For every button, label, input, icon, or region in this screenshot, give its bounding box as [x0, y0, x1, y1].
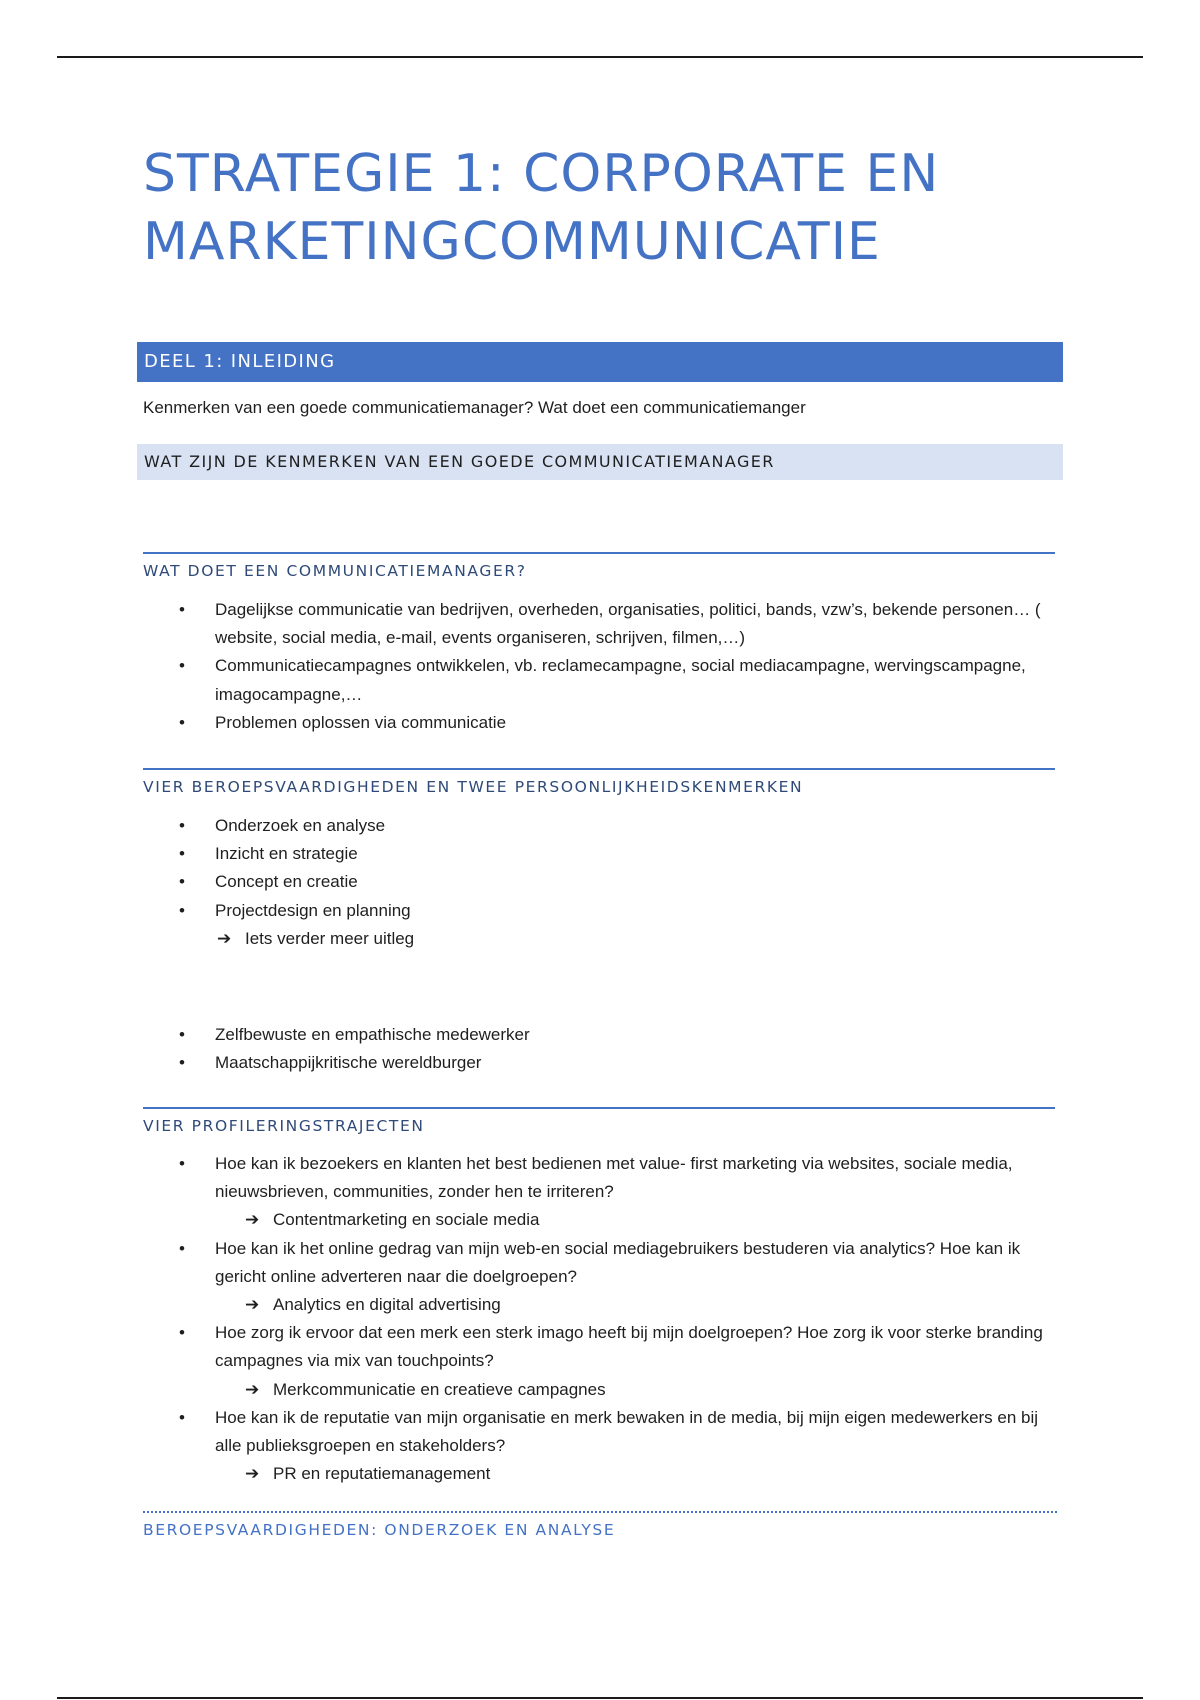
answer-line: ➔ Contentmarketing en sociale media — [175, 1206, 1055, 1234]
page-top-rule — [57, 56, 1143, 58]
list-item: • Problemen oplossen via communicatie — [175, 709, 1055, 737]
subheading-beroepsvaardigheden: VIER BEROEPSVAARDIGHEDEN EN TWEE PERSOONLIJKHEIDSKENMERKEN — [143, 768, 1055, 798]
page-bottom-rule — [57, 1697, 1143, 1699]
list-profileringstrajecten — [175, 1150, 1055, 1488]
subheading-kenmerken: WAT ZIJN DE KENMERKEN VAN EEN GOEDE COMMUNICATIEMANAGER — [137, 444, 1063, 480]
bullet-icon: • — [179, 1154, 185, 1173]
bullet-icon: • — [179, 816, 185, 835]
list-persoonlijkheidskenmerken — [175, 1021, 1055, 1077]
intro-paragraph: Kenmerken van een goede communicatiemanager? Wat doet een communicatiemanger — [143, 398, 806, 417]
answer-line: ➔ PR en reputatiemanagement — [175, 1460, 1055, 1488]
list-item: • Concept en creatie — [175, 868, 1055, 896]
list-item: • Communicatiecampagnes ontwikkelen, vb. reclamecampagne, social mediacampagne, wervingscampagne, imagocampagne,… — [175, 652, 1055, 708]
subheading-wat-doet: WAT DOET EEN COMMUNICATIEMANAGER? — [143, 552, 1055, 582]
list-item: • Hoe kan ik bezoekers en klanten het best bedienen met value- first marketing via websites, sociale media, nieuwsbrieven, communities, zonder hen te irriteren? ➔ Contentmarketing en sociale media — [175, 1150, 1055, 1235]
list-item: • Hoe zorg ik ervoor dat een merk een sterk imago heeft bij mijn doelgroepen? Hoe zorg ik voor sterke branding campagnes via mix van touchpoints? ➔ Merkcommunicatie en creatieve campagnes — [175, 1319, 1055, 1404]
arrow-right-icon: ➔ — [245, 1210, 260, 1231]
bullet-icon: • — [179, 656, 185, 676]
bullet-icon: • — [179, 844, 185, 864]
list-beroepsvaardigheden — [175, 812, 1055, 925]
bullet-icon: • — [179, 1323, 185, 1343]
bullet-icon: • — [179, 1053, 185, 1073]
bullet-icon: • — [179, 1238, 185, 1258]
bullet-icon: • — [179, 1025, 185, 1044]
bullet-icon: • — [179, 872, 185, 892]
list-item: • Zelfbewuste en empathische medewerker — [175, 1021, 1055, 1049]
arrow-right-icon: ➔ — [245, 1379, 260, 1400]
bullet-icon: • — [179, 712, 185, 732]
arrow-right-icon: ➔ — [245, 1295, 260, 1316]
list-item: • Hoe kan ik het online gedrag van mijn web-en social mediagebruikers bestuderen via analytics? Hoe kan ik gericht online adverteren naar die doelgroepen? ➔ Analytics en digital advertising — [175, 1235, 1055, 1320]
arrow-right-icon: ➔ — [245, 1464, 260, 1485]
subheading-profileringstrajecten: VIER PROFILERINGSTRAJECTEN — [143, 1107, 1055, 1137]
answer-line: ➔ Merkcommunicatie en creatieve campagnes — [175, 1376, 1055, 1404]
arrow-right-icon: ➔ — [217, 929, 232, 949]
bullet-icon: • — [179, 1407, 185, 1427]
note-line: ➔ Iets verder meer uitleg — [217, 925, 414, 953]
list-item: • Hoe kan ik de reputatie van mijn organisatie en merk bewaken in de media, bij mijn eigen medewerkers en bij alle publieksgroepen en stakeholders? ➔ PR en reputatiemanagement — [175, 1404, 1055, 1489]
list-item: • Onderzoek en analyse — [175, 812, 1055, 840]
list-item: • Inzicht en strategie — [175, 840, 1055, 868]
list-item: • Dagelijkse communicatie van bedrijven, overheden, organisaties, politici, bands, vzw’s, bekende personen… ( website, social media, e-mail, events organiseren, schrijven, filmen,…) — [175, 596, 1055, 652]
list-wat-doet — [175, 596, 1055, 737]
bullet-icon: • — [179, 900, 185, 920]
answer-line: ➔ Analytics en digital advertising — [175, 1291, 1055, 1319]
subheading-onderzoek-analyse: BEROEPSVAARDIGHEDEN: ONDERZOEK EN ANALYSE — [143, 1511, 1057, 1541]
list-item: • Projectdesign en planning — [175, 897, 1055, 925]
list-item: • Maatschappijkritische wereldburger — [175, 1049, 1055, 1077]
bullet-icon: • — [179, 600, 185, 619]
section-heading-inleiding: DEEL 1: INLEIDING — [137, 342, 1063, 382]
page-title: STRATEGIE 1: CORPORATE EN MARKETINGCOMMUNICATIE — [143, 144, 940, 272]
